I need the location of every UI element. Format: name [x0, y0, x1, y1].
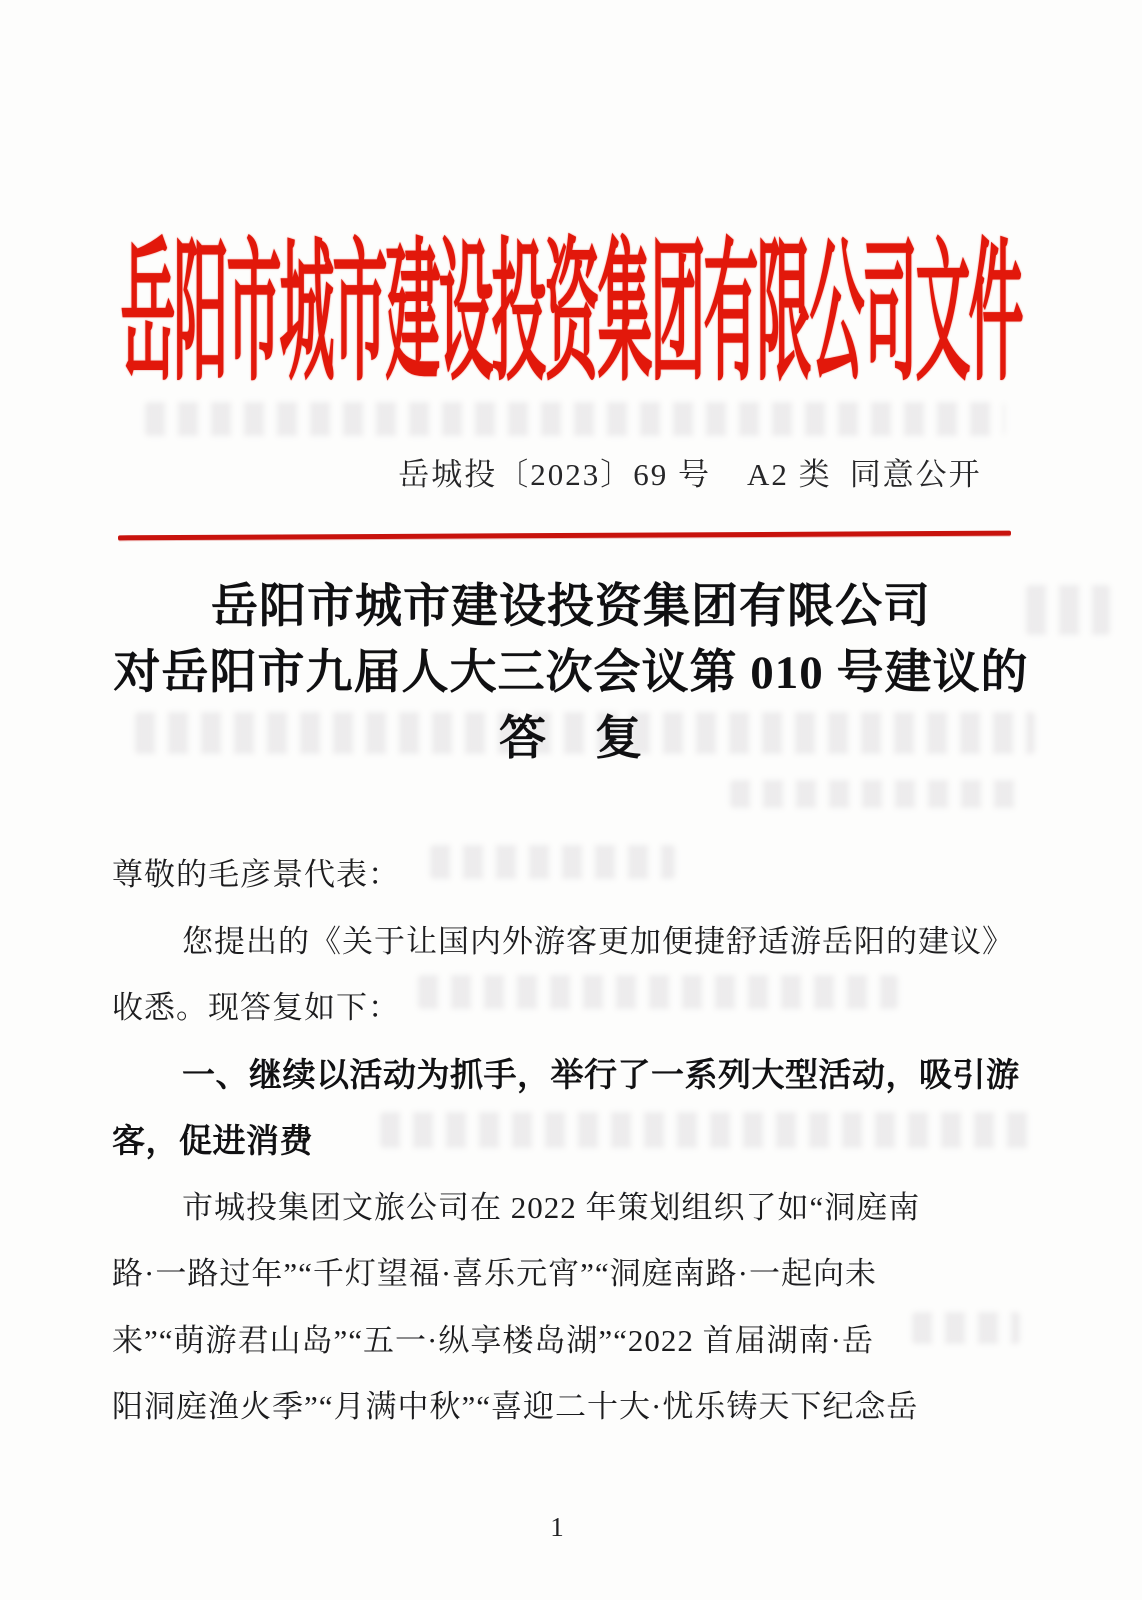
- document-title-line-1: 岳阳市城市建设投资集团有限公司: [211, 581, 931, 633]
- body-line: 市城投集团文旅公司在 2022 年策划组织了如“洞庭南: [182, 1189, 921, 1225]
- body-line: 路·一路过年”“千灯望福·喜乐元宵”“洞庭南路·一起向未: [112, 1256, 878, 1291]
- document-title-line-3: 答 复: [499, 713, 643, 765]
- disclosure-label: 同意公开: [849, 457, 982, 492]
- red-divider: [118, 531, 1011, 541]
- section-heading-line: 一、继续以活动为抓手，举行了一系列大型活动，吸引游: [182, 1055, 1020, 1093]
- document-body: [112, 842, 1020, 1441]
- document-title: [0, 574, 1142, 772]
- body-line: 您提出的《关于让国内外游客更加便捷舒适游岳阳的建议》: [182, 923, 1014, 959]
- bleed-through-artifact: [145, 402, 1005, 436]
- document-class: A2 类: [747, 457, 832, 492]
- document-number: 岳城投〔2023〕69 号: [398, 457, 712, 492]
- body-line: 收悉。现答复如下：: [112, 990, 400, 1025]
- bleed-through-artifact: [730, 780, 1020, 808]
- page-number: 1: [550, 1512, 564, 1542]
- body-line: 阳洞庭渔火季”“月满中秋”“喜迎二十大·忧乐铸天下纪念岳: [112, 1389, 919, 1424]
- salutation-line: 尊敬的毛彦景代表：: [112, 857, 400, 892]
- body-line: 来”“萌游君山岛”“五一·纵享楼岛湖”“2022 首届湖南·岳: [112, 1322, 874, 1358]
- letterhead-title: 岳阳市城市建设投资集团有限公司文件: [120, 228, 1022, 400]
- section-heading-line: 客，促进消费: [112, 1122, 313, 1159]
- document-title-line-2: 对岳阳市九届人大三次会议第 010 号建议的: [113, 647, 1029, 699]
- document-meta-line: [119, 449, 1142, 494]
